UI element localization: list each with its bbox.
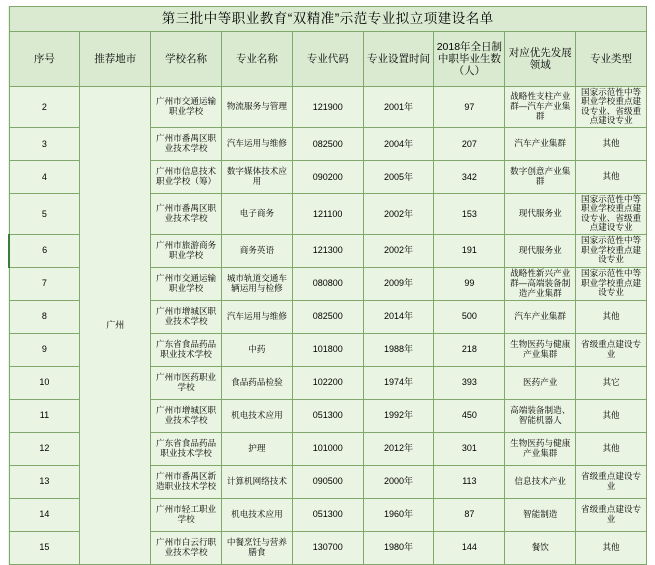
cell-field: 现代服务业 <box>505 234 576 267</box>
cell-seq: 14 <box>9 498 80 531</box>
page-title: 第三批中等职业教育“双精准”示范专业拟立项建设名单 <box>9 7 647 32</box>
cell-major: 物流服务与管理 <box>221 87 292 128</box>
cell-students: 218 <box>434 333 505 366</box>
cell-field: 医药产业 <box>505 366 576 399</box>
cell-type: 国家示范性中等职业学校重点建设专业 <box>576 267 647 300</box>
cell-school: 广东省食品药品职业技术学校 <box>151 333 222 366</box>
table-header-row <box>9 32 647 87</box>
cell-major: 机电技术应用 <box>221 498 292 531</box>
cell-school: 广州市旅游商务职业学校 <box>151 234 222 267</box>
cell-major: 护理 <box>221 432 292 465</box>
cell-major: 汽车运用与维修 <box>221 300 292 333</box>
cell-year: 1988年 <box>363 333 434 366</box>
cell-year: 2001年 <box>363 87 434 128</box>
cell-school: 广州市白云行职业技术学校 <box>151 531 222 564</box>
cell-field: 数字创意产业集群 <box>505 160 576 193</box>
cell-type: 其他 <box>576 399 647 432</box>
cell-students: 450 <box>434 399 505 432</box>
cell-year: 1992年 <box>363 399 434 432</box>
cell-school: 广州市番禺区职业技术学校 <box>151 127 222 160</box>
cell-seq: 2 <box>9 87 80 128</box>
cell-year: 2009年 <box>363 267 434 300</box>
cell-major: 机电技术应用 <box>221 399 292 432</box>
column-header-type: 专业类型 <box>576 32 647 87</box>
cell-major: 城市轨道交通车辆运用与检修 <box>221 267 292 300</box>
cell-code: 101000 <box>292 432 363 465</box>
cell-year: 2014年 <box>363 300 434 333</box>
cell-field: 战略性新兴产业群—高端装备制造产业集群 <box>505 267 576 300</box>
cell-type: 其他 <box>576 127 647 160</box>
cell-code: 090500 <box>292 465 363 498</box>
cell-code: 121300 <box>292 234 363 267</box>
cell-school: 广东省食品药品职业技术学校 <box>151 432 222 465</box>
program-list-table <box>8 6 647 565</box>
cell-code: 101800 <box>292 333 363 366</box>
cell-seq: 15 <box>9 531 80 564</box>
cell-year: 2002年 <box>363 234 434 267</box>
cell-code: 082500 <box>292 300 363 333</box>
cell-type: 省级重点建设专业 <box>576 498 647 531</box>
cell-students: 301 <box>434 432 505 465</box>
cell-code: 080800 <box>292 267 363 300</box>
cell-type: 其他 <box>576 300 647 333</box>
cell-type: 国家示范性中等职业学校重点建设专业 <box>576 234 647 267</box>
cell-year: 1960年 <box>363 498 434 531</box>
cell-school: 广州市轻工职业学校 <box>151 498 222 531</box>
cell-year: 1980年 <box>363 531 434 564</box>
cell-students: 393 <box>434 366 505 399</box>
column-header-school: 学校名称 <box>151 32 222 87</box>
cell-type: 其他 <box>576 432 647 465</box>
cell-type: 国家示范性中等职业学校重点建设专业、省级重点建设专业 <box>576 87 647 128</box>
column-header-major: 专业名称 <box>221 32 292 87</box>
cell-code: 130700 <box>292 531 363 564</box>
cell-code: 082500 <box>292 127 363 160</box>
cell-seq: 7 <box>9 267 80 300</box>
cell-code: 121100 <box>292 193 363 234</box>
cell-field: 生物医药与健康产业集群 <box>505 333 576 366</box>
column-header-field: 对应优先发展领域 <box>505 32 576 87</box>
cell-year: 2002年 <box>363 193 434 234</box>
cell-code: 051300 <box>292 399 363 432</box>
cell-type: 其他 <box>576 160 647 193</box>
cell-school: 广州市交通运输职业学校 <box>151 87 222 128</box>
cell-school: 广州市番禺区职业技术学校 <box>151 193 222 234</box>
cell-major: 食品药品检验 <box>221 366 292 399</box>
cell-school: 广州市交通运输职业学校 <box>151 267 222 300</box>
cell-field: 战略性支柱产业群—汽车产业集群 <box>505 87 576 128</box>
cell-seq: 4 <box>9 160 80 193</box>
cell-major: 计算机网络技术 <box>221 465 292 498</box>
column-header-year: 专业设置时间 <box>363 32 434 87</box>
cell-type: 其他 <box>576 531 647 564</box>
cell-major: 商务英语 <box>221 234 292 267</box>
cell-school: 广州市番禺区新造职业技术学校 <box>151 465 222 498</box>
cell-field: 汽车产业集群 <box>505 300 576 333</box>
cell-major: 汽车运用与维修 <box>221 127 292 160</box>
cell-students: 342 <box>434 160 505 193</box>
cell-field: 餐饮 <box>505 531 576 564</box>
cell-major: 电子商务 <box>221 193 292 234</box>
cell-seq: 13 <box>9 465 80 498</box>
cell-students: 99 <box>434 267 505 300</box>
cell-type: 国家示范性中等职业学校重点建设专业、省级重点建设专业 <box>576 193 647 234</box>
cell-school: 广州市增城区职业技术学校 <box>151 300 222 333</box>
cell-seq: 3 <box>9 127 80 160</box>
cell-field: 高端装备制造、智能机器人 <box>505 399 576 432</box>
cell-students: 144 <box>434 531 505 564</box>
cell-seq: 12 <box>9 432 80 465</box>
cell-students: 97 <box>434 87 505 128</box>
cell-year: 2005年 <box>363 160 434 193</box>
table-title-row <box>9 7 647 32</box>
cell-field: 智能制造 <box>505 498 576 531</box>
cell-code: 102200 <box>292 366 363 399</box>
cell-year: 1974年 <box>363 366 434 399</box>
table-row <box>9 87 647 128</box>
cell-students: 87 <box>434 498 505 531</box>
cell-field: 现代服务业 <box>505 193 576 234</box>
cell-year: 2012年 <box>363 432 434 465</box>
column-header-students: 2018年全日制中职毕业生数（人） <box>434 32 505 87</box>
cell-type: 省级重点建设专业 <box>576 333 647 366</box>
cell-students: 500 <box>434 300 505 333</box>
cell-type: 其它 <box>576 366 647 399</box>
cell-city: 广州 <box>80 87 151 565</box>
cell-code: 090200 <box>292 160 363 193</box>
cell-year: 2000年 <box>363 465 434 498</box>
cell-seq: 5 <box>9 193 80 234</box>
cell-seq: 10 <box>9 366 80 399</box>
cell-field: 汽车产业集群 <box>505 127 576 160</box>
cell-field: 信息技术产业 <box>505 465 576 498</box>
cell-students: 153 <box>434 193 505 234</box>
cell-school: 广州市增城区职业技术学校 <box>151 399 222 432</box>
cell-type: 省级重点建设专业 <box>576 465 647 498</box>
cell-code: 051300 <box>292 498 363 531</box>
column-header-code: 专业代码 <box>292 32 363 87</box>
cell-seq: 6 <box>9 234 80 267</box>
cell-major: 中餐烹饪与营养膳食 <box>221 531 292 564</box>
cell-students: 207 <box>434 127 505 160</box>
cell-field: 生物医药与健康产业集群 <box>505 432 576 465</box>
cell-major: 数字媒体技术应用 <box>221 160 292 193</box>
column-header-seq: 序号 <box>9 32 80 87</box>
cell-students: 191 <box>434 234 505 267</box>
cell-seq: 8 <box>9 300 80 333</box>
cell-seq: 11 <box>9 399 80 432</box>
cell-school: 广州市信息技术职业学校（筹） <box>151 160 222 193</box>
column-header-city: 推荐地市 <box>80 32 151 87</box>
cell-code: 121900 <box>292 87 363 128</box>
cell-students: 113 <box>434 465 505 498</box>
cell-school: 广州市医药职业学校 <box>151 366 222 399</box>
cell-year: 2004年 <box>363 127 434 160</box>
cell-major: 中药 <box>221 333 292 366</box>
cell-seq: 9 <box>9 333 80 366</box>
